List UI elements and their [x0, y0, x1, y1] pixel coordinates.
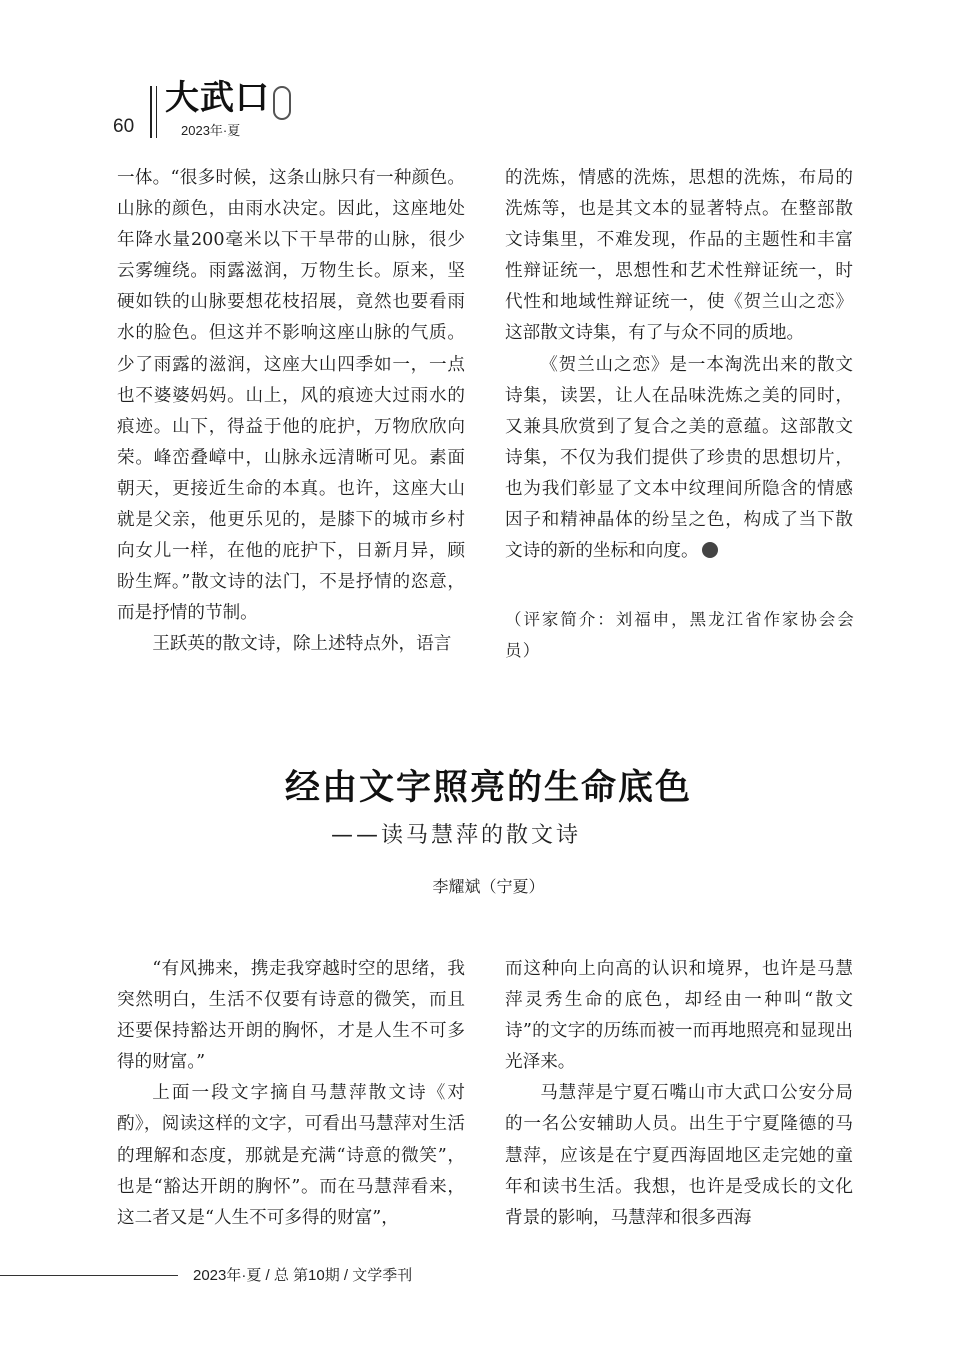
- journal-logo: 大武口: [165, 78, 270, 118]
- column-bottom-left: [117, 954, 465, 1234]
- paragraph-text: 《贺兰山之恋》是一本淘洗出来的散文诗集，读罢，让人在品味洗炼之美的同时，又兼具欣赏到了复合之美的意蕴。这部散文诗集，不仅为我们提供了珍贵的思想切片，也为我们彰显了文本中纹理间所隐含的情感因子和精神晶体的纷呈之色，构成了当下散文诗的新的坐标和向度。: [505, 354, 853, 562]
- footer-rule: [0, 1275, 178, 1276]
- paragraph: 一体。“很多时候，这条山脉只有一种颜色。山脉的颜色，由雨水决定。因此，这座地处年降水量200毫米以下干旱带的山脉，很少云雾缠绕。雨露滋润，万物生长。原来，坚硬如铁的山脉要想花枝招展，竟然也要看雨水的脸色。但这并不影响这座山脉的气质。少了雨露的滋润，这座大山四季如一，一点也不婆婆妈妈。山上，风的痕迹大过雨水的痕迹。山下，得益于他的庇护，万物欣欣向荣。峰峦叠嶂中，山脉永远清晰可见。素面朝天，更接近生命的本真。也许，这座大山就是父亲，他更乐见的，是膝下的城市乡村向女儿一样，在他的庇护下，日新月异，顾盼生辉。”散文诗的法门，不是抒情的恣意，而是抒情的节制。: [117, 168, 465, 624]
- page-footer: 2023年·夏 / 总 第10期 / 文学季刊: [193, 1267, 413, 1284]
- column-bottom-right: [505, 954, 853, 1234]
- header-divider: [150, 86, 152, 138]
- article-title: 经由文字照亮的生命底色: [284, 767, 692, 808]
- seal-icon: [273, 86, 291, 120]
- paragraph: “有风拂来，携走我穿越时空的思绪，我突然明白，生活不仅要有诗意的微笑，而且还要保持豁达开朗的胸怀，才是人生不可多得的财富。”: [117, 959, 465, 1073]
- header-divider-thin: [156, 86, 157, 138]
- paragraph: 王跃英的散文诗，除上述特点外，语言: [152, 634, 452, 655]
- paragraph-final: [505, 350, 853, 568]
- column-top-right: [505, 163, 853, 567]
- paragraph: 而这种向上向高的认识和境界，也许是马慧萍灵秀生命的底色，却经由一种叫“散文诗”的文字的历练而被一而再地照亮和显现出光泽来。: [505, 959, 853, 1073]
- article-subtitle: ——读马慧萍的散文诗: [331, 823, 582, 848]
- article-author: 李耀斌（宁夏）: [432, 877, 545, 896]
- paragraph: 上面一段文字摘自马慧萍散文诗《对酌》，阅读这样的文字，可看出马慧萍对生活的理解和态度，那就是充满“诗意的微笑”，也是“豁达开朗的胸怀”。而在马慧萍看来，这二者又是“人生不可多得的财富”，: [117, 1083, 465, 1228]
- column-top-left: [117, 163, 465, 661]
- paragraph: 马慧萍是宁夏石嘴山市大武口公安分局的一名公安辅助人员。出生于宁夏隆德的马慧萍，应该是在宁夏西海固地区走完她的童年和读书生活。我想，也许是受成长的文化背景的影响，马慧萍和很多西海: [505, 1083, 853, 1228]
- issue-label: 2023年·夏: [181, 123, 241, 138]
- paragraph: 的洗炼，情感的洗炼，思想的洗炼，布局的洗炼等，也是其文本的显著特点。在整部散文诗集里，不难发现，作品的主题性和丰富性辩证统一，思想性和艺术性辩证统一，时代性和地域性辩证统一，使《贺兰山之恋》这部散文诗集，有了与众不同的质地。: [505, 168, 853, 344]
- end-mark-icon: [702, 542, 718, 558]
- page-number: 60: [113, 116, 135, 137]
- critic-bio: （评家简介：刘福申，黑龙江省作家协会会员）: [505, 610, 855, 660]
- page-header: [113, 78, 313, 142]
